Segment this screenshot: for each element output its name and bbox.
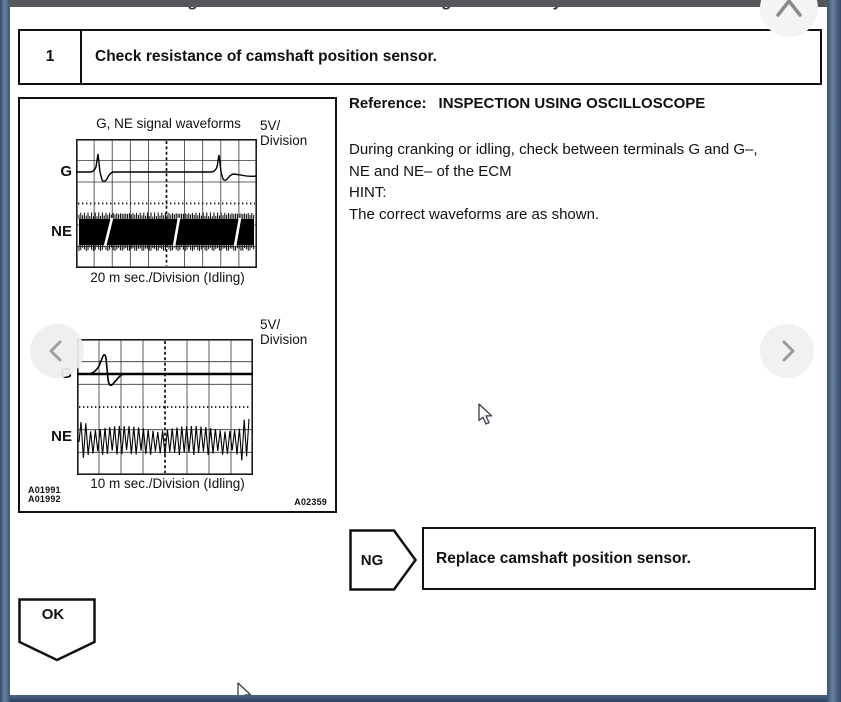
left-edge-strip	[0, 0, 10, 702]
figure-code-1: A01991	[28, 485, 61, 495]
ng-action-box: Replace camshaft position sensor.	[422, 527, 816, 590]
mouse-cursor	[478, 403, 494, 427]
scope-top-title: G, NE signal waveforms	[96, 116, 241, 131]
reference-heading	[349, 95, 819, 112]
top-toolbar-edge	[0, 0, 841, 7]
oscilloscope-figure	[18, 97, 337, 513]
reference-block	[349, 95, 819, 223]
scope-top-grid	[76, 139, 257, 268]
hint-label: HINT:	[349, 184, 387, 201]
scope-top-scale-label	[260, 118, 307, 148]
reference-body	[349, 139, 758, 225]
next-page-button[interactable]	[760, 324, 814, 378]
chevron-left-icon	[43, 337, 71, 365]
scope-top-ne-label: NE	[51, 223, 72, 240]
step-title: Check resistance of camshaft position sensor.	[95, 48, 437, 65]
reference-body-line1: During cranking or idling, check between terminals G and G–,	[349, 141, 758, 158]
reference-label: Reference:	[349, 95, 427, 112]
bottom-edge-strip	[0, 695, 841, 702]
scope-bottom-grid	[77, 339, 253, 475]
scope-bottom-scale-line1: 5V/	[260, 317, 281, 332]
scope-top-caption: 20 m sec./Division (Idling)	[90, 270, 245, 285]
chevron-right-icon	[773, 337, 801, 365]
ng-label: NG	[360, 551, 384, 569]
scope-bottom-ne-label: NE	[51, 428, 72, 445]
chevron-up-icon	[774, 0, 804, 19]
figure-code-3: A02359	[294, 497, 327, 507]
scope-bottom-caption: 10 m sec./Division (Idling)	[90, 476, 245, 491]
ok-label: OK	[41, 606, 65, 623]
scope-top-g-label: G	[60, 163, 72, 180]
reference-heading-text: INSPECTION USING OSCILLOSCOPE	[438, 95, 706, 112]
scope-top-scale-line2: Division	[260, 133, 308, 148]
right-edge-strip[interactable]	[827, 0, 841, 702]
scope-bottom-scale-label	[260, 317, 307, 347]
scope-top-scale-line1: 5V/	[260, 118, 281, 133]
prev-page-button[interactable]	[30, 324, 84, 378]
step-number: 1	[20, 31, 82, 83]
figure-code-2: A01992	[28, 494, 61, 504]
step-header	[18, 29, 822, 85]
hint-text: The correct waveforms are as shown.	[349, 205, 600, 223]
reference-body-line2: NE and NE– of the ECM	[349, 162, 512, 180]
scope-bottom-scale-line2: Division	[260, 332, 308, 347]
